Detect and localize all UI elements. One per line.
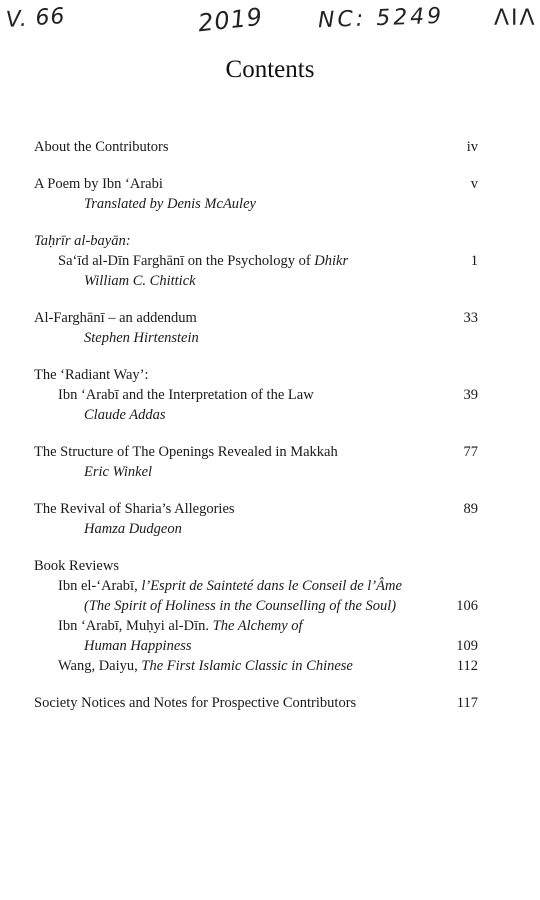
entry-title: The Revival of Sharia’s Allegories [34, 501, 235, 517]
entry-title: Ibn ‘Arabī and the Interpretation of the Law [58, 387, 314, 403]
entry-author: Stephen Hirtenstein [84, 330, 199, 346]
entry-title: The Structure of The Openings Revealed in Makkah [34, 444, 338, 460]
entry-title-italic: Dhikr [314, 253, 349, 269]
review-title-translation: (The Spirit of Holiness in the Counselling of the Soul) [84, 598, 397, 614]
review-2-line [34, 616, 478, 636]
toc-entry-poem [34, 174, 478, 214]
toc-entry-tahrir [34, 231, 478, 291]
handwritten-number: NC: 5249 [317, 3, 445, 34]
review-author: Wang, Daiyu, [58, 658, 142, 674]
entry-page: 106 [456, 598, 478, 614]
entry-author: Claude Addas [84, 407, 166, 423]
review-title: l’Esprit de Sainteté dans le Conseil de l’Âme [141, 578, 402, 594]
entry-heading: Book Reviews [34, 558, 119, 574]
entry-heading: Taḥrīr al-bayān: [34, 233, 131, 249]
review-title: The Alchemy of [212, 618, 303, 634]
entry-page: 112 [456, 658, 478, 674]
handwritten-code: ΛΙΛ [494, 6, 537, 31]
toc-entry-contributors [34, 137, 478, 157]
review-title: The First Islamic Classic in Chinese [141, 658, 353, 674]
toc-entry-revival [34, 499, 478, 539]
handwritten-volume: V. 66 [5, 3, 67, 34]
entry-page: 89 [463, 501, 478, 517]
entry-author: Translated by Denis McAuley [84, 196, 256, 212]
review-1-line [34, 576, 478, 596]
entry-title: About the Contributors [34, 139, 169, 155]
review-title-continued: Human Happiness [84, 638, 192, 654]
toc-entry-radiant [34, 365, 478, 425]
entry-title: A Poem by Ibn ‘Arabi [34, 176, 163, 192]
page-title: Contents [225, 56, 315, 83]
entry-title [58, 251, 348, 271]
entry-title: Society Notices and Notes for Prospective Contributors [34, 695, 357, 711]
handwritten-year: 2019 [196, 2, 265, 38]
toc-entry-structure [34, 442, 478, 482]
review-author: Ibn el-‘Arabī, [58, 578, 142, 594]
entry-page: v [470, 176, 478, 192]
review-3-line [58, 656, 353, 676]
review-author: Ibn ‘Arabī, Muḥyi al-Dīn. [58, 618, 213, 634]
entry-author: Hamza Dudgeon [84, 521, 182, 537]
table-of-contents [34, 137, 478, 730]
toc-entry-farghani [34, 308, 478, 348]
toc-entry-society [34, 693, 478, 713]
entry-title: Al-Farghānī – an addendum [34, 310, 197, 326]
entry-heading: The ‘Radiant Way’: [34, 367, 149, 383]
toc-entry-book-reviews [34, 556, 478, 676]
entry-page: 39 [463, 387, 478, 403]
entry-page: 77 [463, 444, 478, 460]
entry-page: 109 [456, 638, 478, 654]
entry-author: Eric Winkel [84, 464, 153, 480]
entry-author: William C. Chittick [84, 273, 196, 289]
entry-page: 1 [470, 253, 478, 269]
entry-page: 117 [456, 695, 478, 711]
entry-page: iv [466, 139, 478, 155]
entry-title-part: Sa‘īd al-Dīn Farghānī on the Psychology of [58, 253, 315, 269]
entry-page: 33 [463, 310, 478, 326]
